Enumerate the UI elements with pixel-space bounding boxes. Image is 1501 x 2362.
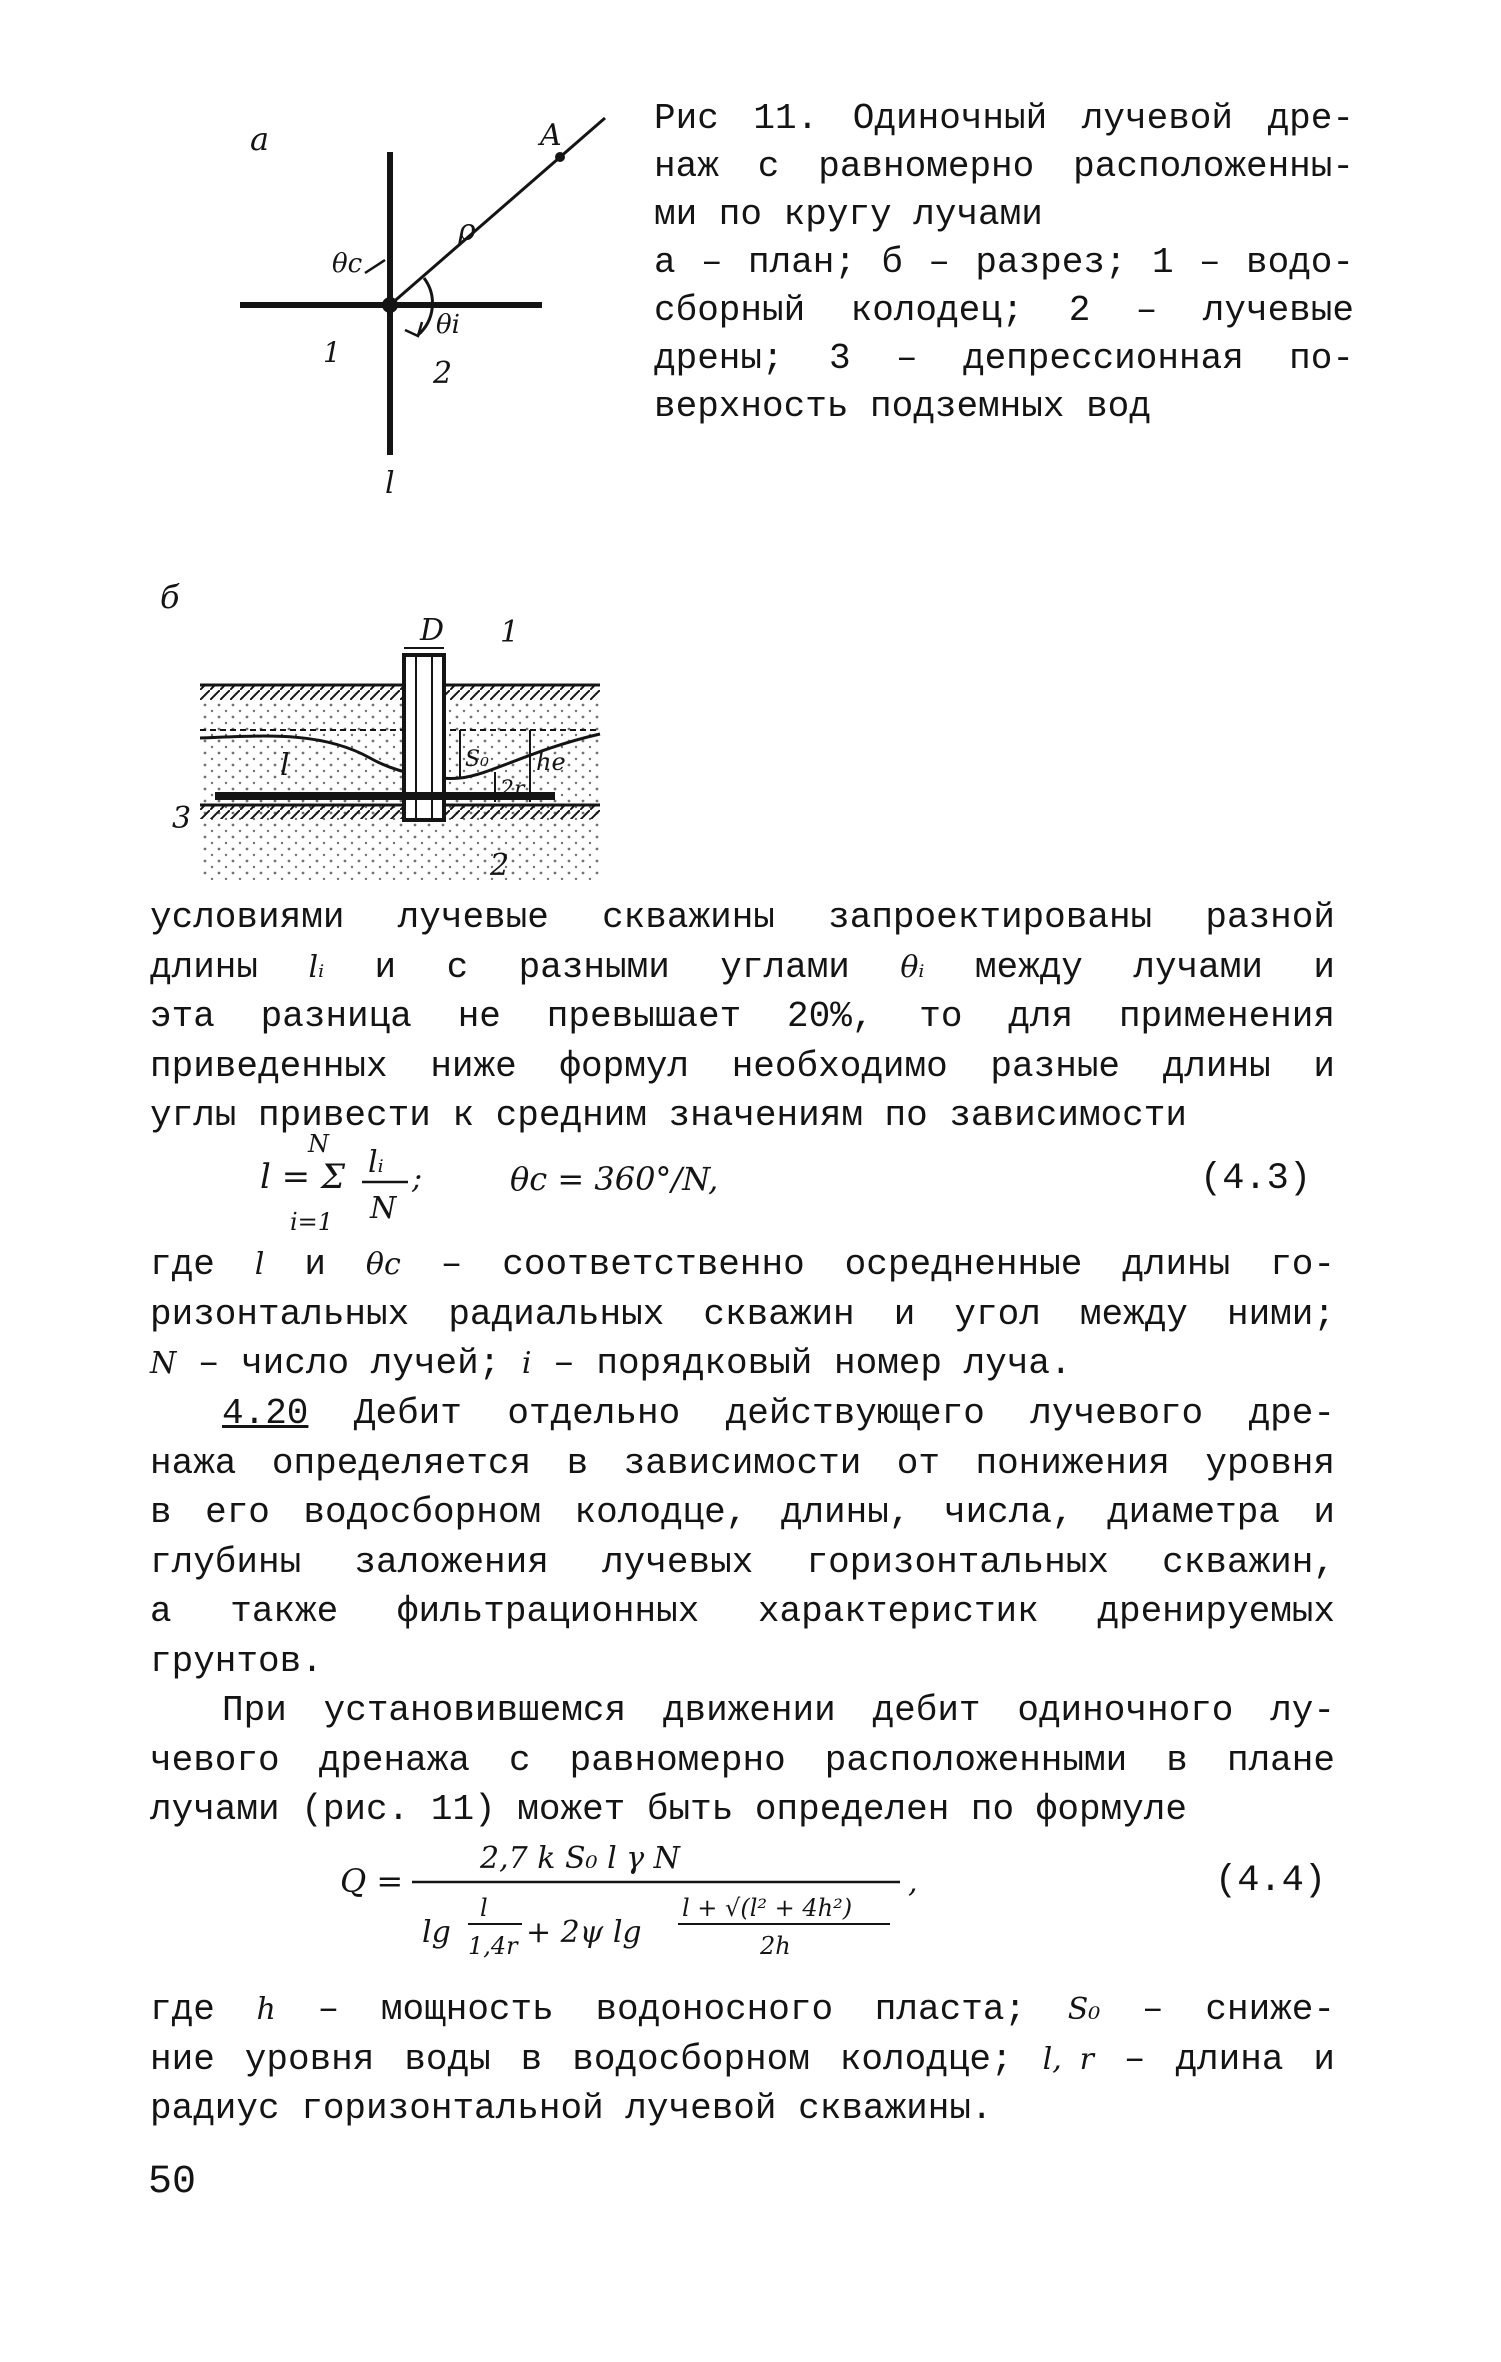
text-line: глубины заложения лучевых горизонтальных скважин, [150,1541,1335,1583]
equation-number: (4.4) [1215,1860,1327,1902]
eq44-lhs: Q = [340,1862,404,1900]
eq44-numerator: 2,7 k S₀ l γ N [480,1841,680,1876]
symbol-i: i [521,1346,532,1381]
plan-ray-line [390,118,605,305]
eq44-comma: , [908,1865,918,1900]
symbol-s0: S₀ [1067,1992,1101,2027]
text-line: радиус горизонтальной лучевой скважины. [150,2088,993,2129]
section-label-1: 1 [500,615,520,650]
text-fragment: – число лучей; [197,1343,501,1384]
plan-point-label: A [540,118,562,153]
text-line: в его водосборном колодце, длины, числа, диаметра и [150,1492,1335,1533]
paragraph-section-4-20 [150,1389,1335,1686]
plan-theta-i-label: θi [436,310,460,340]
symbol-n: N [150,1346,177,1381]
text-line: углы привести к средним значениям по зависимости [150,1095,1187,1136]
eq43-sum-top: N [308,1130,329,1158]
caption-legend-line: верхность подземных вод [654,386,1151,427]
text-line [150,1389,1335,1439]
text-line: условиями лучевые скважины запроектированы разной [150,897,1335,938]
equation-number: (4.3) [1200,1158,1312,1200]
plan-label-l: l [385,466,395,501]
text-line [150,943,1335,993]
symbol-l-r: l, r [1042,2041,1094,2077]
text-fragment: – мощность водоносного пласта; [317,1989,1027,2030]
section-diagram [160,570,630,890]
plan-arc-arrow [405,322,422,336]
section-he-label: hе [536,748,566,776]
section-label-l: l [280,748,290,783]
eq44-f1-den: 1,4r [468,1932,518,1960]
caption-title-line: ми по кругу лучами [654,194,1043,235]
eq44-f2-num: l + √(l² + 4h²) [682,1894,853,1922]
text-fragment: – порядковый номер луча. [553,1343,1072,1384]
text-fragment: Дебит отдельно действующего лучевого дре- [353,1393,1335,1434]
caption-legend-line: дрены; 3 – депрессионная по- [654,338,1354,379]
symbol-theta-i: θᵢ [900,949,925,985]
eq44-plus: + 2ψ lg [526,1915,642,1950]
text-fragment: и с разными углами [374,946,850,988]
text-line: грунтов. [150,1640,323,1682]
section-label-2: 2 [490,848,510,883]
text-fragment: – сниже- [1142,1989,1335,2030]
symbol-l: l [254,1247,265,1282]
text-line: эта разница не превышает 20%, то для применения [150,996,1335,1037]
plan-well-center [382,297,398,313]
page-number: 50 [148,2160,197,2205]
section-bottom-hatch [200,805,600,819]
text-line [150,2035,1335,2085]
text-line: чевого дренажа с равномерно расположенными в плане [150,1739,1335,1781]
eq43-sep: ; [412,1161,423,1196]
paragraph-where-2 [150,1985,1335,2134]
eq43-sum-bottom: i=1 [290,1208,334,1236]
plan-point-a [555,152,565,162]
section-panel-label: б [160,578,180,616]
equation-4-4 [330,1830,970,1980]
eq43-rhs: θc = 360°/N, [510,1160,719,1198]
section-d-label: D [420,613,445,648]
symbol-h: h [256,1992,276,2027]
equation-4-3 [240,1130,860,1240]
paragraph-where [150,1240,1335,1389]
symbol-theta-c: θc [365,1247,401,1282]
text-line: а также фильтрационных характеристик дренируемых [150,1591,1335,1632]
paragraph-steady-flow [150,1686,1335,1835]
plan-rho-label: ρ [458,213,476,248]
text-fragment: между лучами и [974,946,1335,988]
caption-title-line: наж с равномерно расположенны- [654,146,1354,187]
text-line: приведенных ниже формул необходимо разные длины и [150,1045,1335,1087]
plan-diagram [220,100,640,520]
text-line: лучами (рис. 11) может быть определен по формуле [150,1789,1187,1830]
eq44-f2-den: 2h [760,1932,791,1960]
text-line: ризонтальных радиальных скважин и угол между ними; [150,1293,1335,1335]
section-number: 4.20 [222,1393,309,1434]
text-fragment: длины [150,946,259,988]
section-label-3: 3 [172,801,192,836]
plan-panel-label: а [250,120,270,158]
text-fragment: где [150,1244,215,1285]
text-fragment: и [304,1244,326,1285]
plan-label-2: 2 [433,356,453,391]
section-s0-label: S₀ [465,747,489,772]
symbol-l-i: lᵢ [308,949,325,985]
section-ground-hatch [200,685,600,700]
caption-legend-line: сборный колодец; 2 – лучевые [654,290,1354,331]
eq44-f1-num: l [480,1894,488,1922]
text-fragment: – соответственно осредненные длины го- [440,1244,1336,1285]
eq44-lg1: lg [422,1915,451,1950]
eq43-frac-num: lᵢ [368,1145,384,1180]
text-line [150,1339,1335,1389]
text-line: При установившемся движении дебит одиночного лу- [222,1690,1335,1731]
text-fragment: ние уровня воды в водосборном колодце; [150,2038,1013,2080]
section-2r-label: 2r [500,777,525,802]
paragraph-continuation [150,893,1335,1141]
text-line [150,1240,1335,1290]
figure-caption [654,95,1354,431]
caption-legend-line: а – план; б – разрез; 1 – водо- [654,242,1354,283]
plan-theta-c-arrow [365,260,385,273]
text-line: нажа определяется в зависимости от понижения уровня [150,1442,1335,1484]
plan-theta-c-label: θc [332,249,363,279]
plan-label-1: 1 [323,336,341,369]
text-fragment: где [150,1989,215,2030]
text-line [150,1985,1335,2035]
eq43-frac-den: N [370,1191,397,1226]
text-fragment: – длина и [1123,2038,1336,2080]
section-soil [200,700,600,880]
eq43-lhs: l = Σ [260,1157,346,1197]
caption-title-line: Рис 11. Одиночный лучевой дре- [654,98,1354,139]
